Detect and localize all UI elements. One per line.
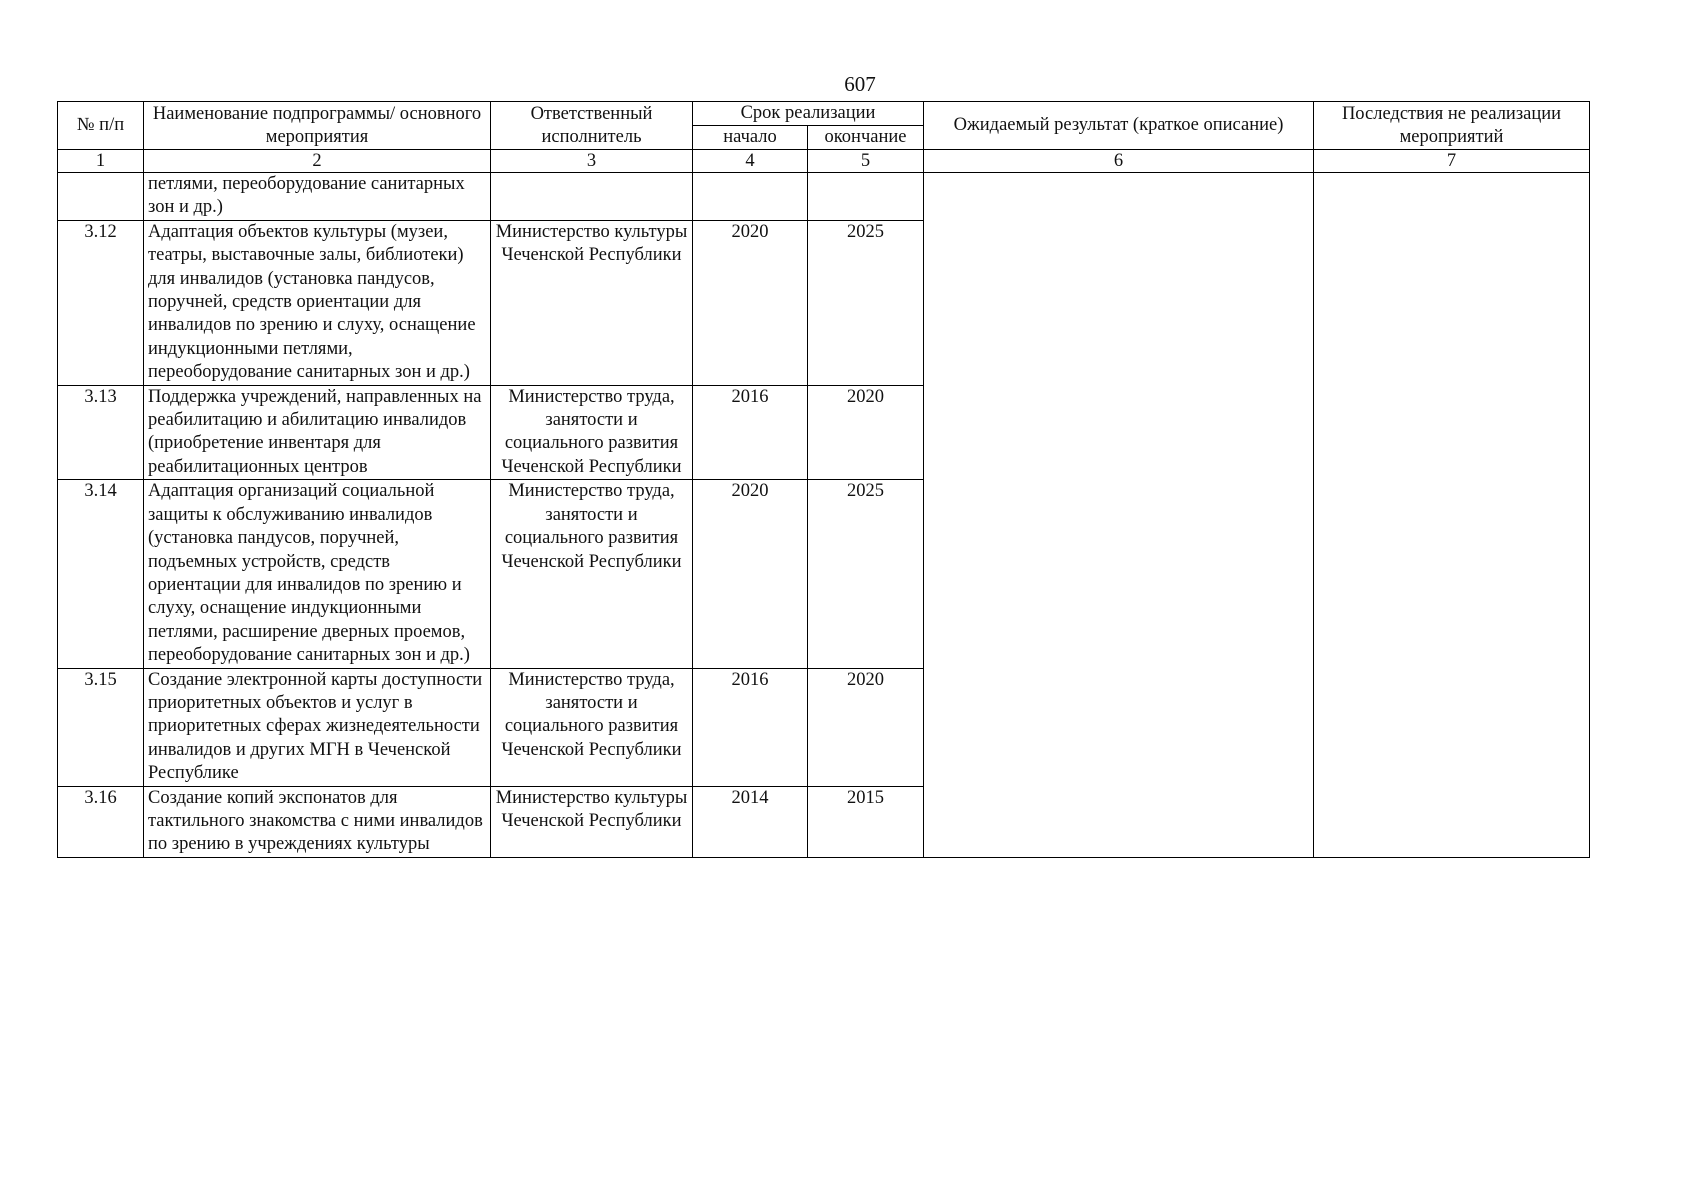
header-num: № п/п <box>58 102 144 150</box>
row-start: 2020 <box>693 480 808 668</box>
row-end: 2015 <box>808 786 924 857</box>
column-number: 2 <box>144 150 491 173</box>
column-number: 3 <box>491 150 693 173</box>
row-end: 2020 <box>808 668 924 786</box>
row-start <box>693 173 808 221</box>
row-start: 2020 <box>693 220 808 385</box>
row-start: 2014 <box>693 786 808 857</box>
row-name: Адаптация объектов культуры (музеи, театры, выставочные залы, библиотеки) для инвалидов (установка пандусов, поручней, средств ориентации для инвалидов по зрению и слуху, оснащение индукционными петлями, переоборудование санитарных зон и др.) <box>144 220 491 385</box>
row-name: Адаптация организаций социальной защиты к обслуживанию инвалидов (установка пандусов, поручней, подъемных устройств, средств ориентации для инвалидов по зрению и слуху, оснащение индукционными петлями, расширение дверных проемов, переоборудование санитарных зон и др.) <box>144 480 491 668</box>
page-number: 607 <box>844 72 876 96</box>
result-cell <box>924 173 1314 858</box>
header-row <box>58 102 1590 126</box>
row-start: 2016 <box>693 668 808 786</box>
header-start: начало <box>693 126 808 150</box>
row-num: 3.14 <box>58 480 144 668</box>
row-name: Создание электронной карты доступности приоритетных объектов и услуг в приоритетных сферах жизнедеятельности инвалидов и других МГН в Чеченской Республике <box>144 668 491 786</box>
consequences-cell <box>1314 173 1590 858</box>
activities-table <box>57 101 1590 858</box>
column-number: 6 <box>924 150 1314 173</box>
row-name: петлями, переоборудование санитарных зон и др.) <box>144 173 491 221</box>
row-executor: Министерство труда, занятости и социального развития Чеченской Республики <box>491 385 693 480</box>
row-num: 3.12 <box>58 220 144 385</box>
column-number: 5 <box>808 150 924 173</box>
header-result: Ожидаемый результат (краткое описание) <box>924 102 1314 150</box>
column-number: 7 <box>1314 150 1590 173</box>
header-period: Срок реализации <box>693 102 924 126</box>
column-number: 1 <box>58 150 144 173</box>
header-end: окончание <box>808 126 924 150</box>
row-executor: Министерство культуры Чеченской Республики <box>491 786 693 857</box>
header-name: Наименование подпрограммы/ основного мероприятия <box>144 102 491 150</box>
row-executor: Министерство культуры Чеченской Республики <box>491 220 693 385</box>
row-end: 2020 <box>808 385 924 480</box>
row-num: 3.13 <box>58 385 144 480</box>
row-start: 2016 <box>693 385 808 480</box>
header-executor: Ответственный исполнитель <box>491 102 693 150</box>
row-end: 2025 <box>808 220 924 385</box>
row-num: 3.15 <box>58 668 144 786</box>
table-row-continuation <box>58 173 1590 221</box>
row-executor: Министерство труда, занятости и социального развития Чеченской Республики <box>491 480 693 668</box>
row-end: 2025 <box>808 480 924 668</box>
row-num <box>58 173 144 221</box>
row-executor: Министерство труда, занятости и социального развития Чеченской Республики <box>491 668 693 786</box>
row-executor <box>491 173 693 221</box>
column-numbers-row <box>58 150 1590 173</box>
row-name: Поддержка учреждений, направленных на реабилитацию и абилитацию инвалидов (приобретение инвентаря для реабилитационных центров <box>144 385 491 480</box>
header-consequences: Последствия не реализации мероприятий <box>1314 102 1590 150</box>
row-num: 3.16 <box>58 786 144 857</box>
column-number: 4 <box>693 150 808 173</box>
row-name: Создание копий экспонатов для тактильного знакомства с ними инвалидов по зрению в учреждениях культуры <box>144 786 491 857</box>
row-end <box>808 173 924 221</box>
